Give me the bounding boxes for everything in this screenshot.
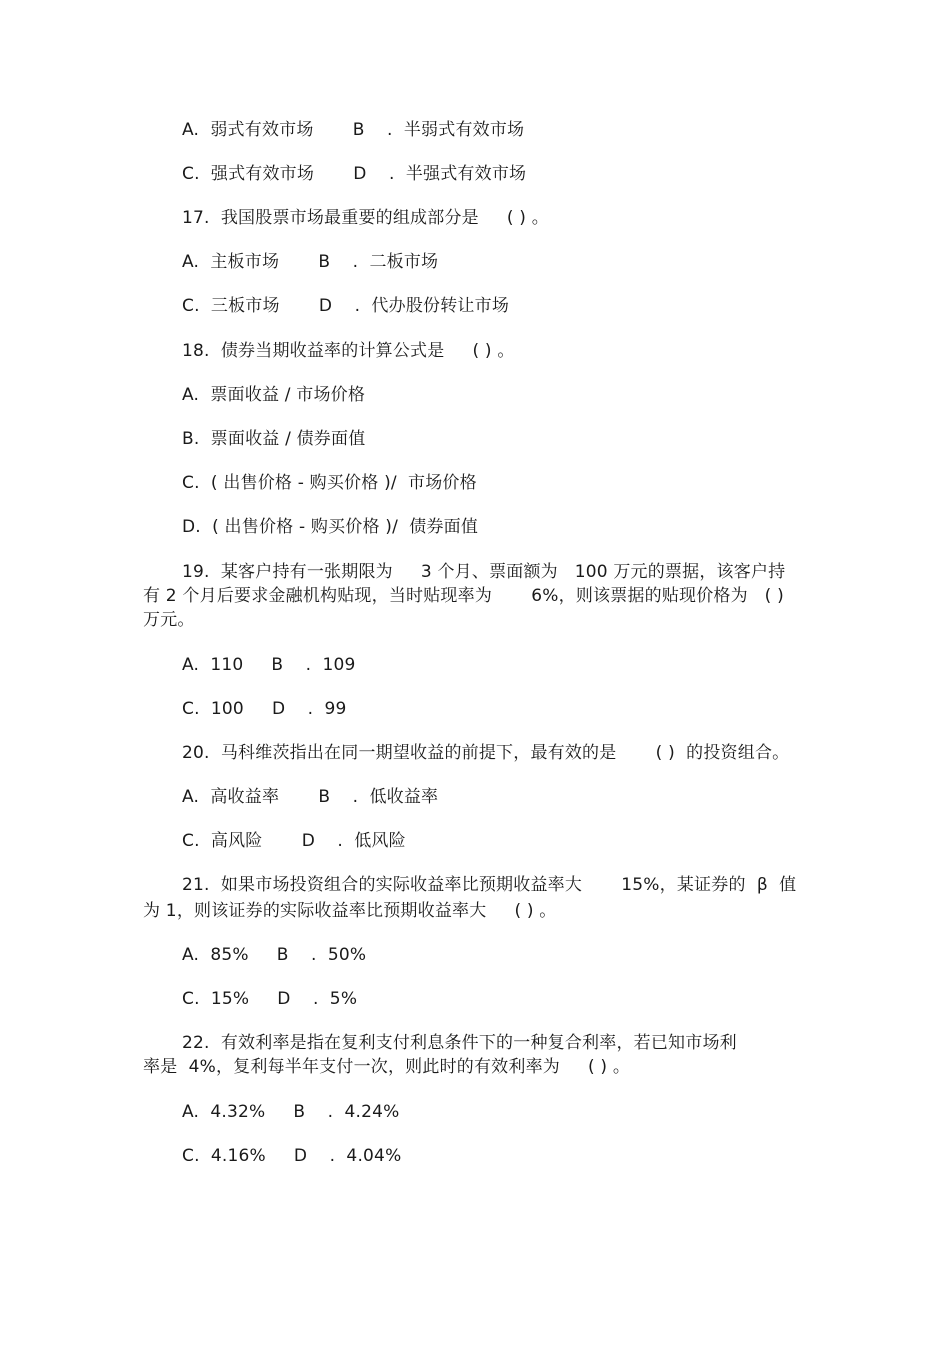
q17-options-cd: C. 三板市场 D . 代办股份转让市场	[182, 296, 510, 316]
q20-options-ab: A. 高收益率 B . 低收益率	[182, 787, 439, 807]
question-21-line1: 21. 如果市场投资组合的实际收益率比预期收益率大 15%，某证券的 β 值	[182, 875, 797, 895]
q19-options-cd: C. 100 D . 99	[182, 699, 347, 719]
q18-option-b: B. 票面收益 / 债券面值	[182, 429, 366, 449]
q18-option-c: C. ( 出售价格 - 购买价格 )/ 市场价格	[182, 473, 477, 493]
q21-options-cd: C. 15% D . 5%	[182, 989, 358, 1009]
question-17: 17. 我国股票市场最重要的组成部分是 ( ) 。	[182, 208, 549, 228]
question-19-line1: 19. 某客户持有一张期限为 3 个月、票面额为 100 万元的票据，该客户持	[182, 562, 786, 582]
q17-options-ab: A. 主板市场 B . 二板市场	[182, 252, 439, 272]
question-19-line2: 有 2 个月后要求金融机构贴现，当时贴现率为 6%，则该票据的贴现价格为 ( )	[143, 586, 784, 606]
question-22-line2: 率是 4%，复利每半年支付一次，则此时的有效利率为 ( ) 。	[143, 1057, 631, 1077]
q20-options-cd: C. 高风险 D . 低风险	[182, 831, 406, 851]
q16-options-ab: A. 弱式有效市场 B . 半弱式有效市场	[182, 120, 525, 140]
q16-options-cd: C. 强式有效市场 D . 半强式有效市场	[182, 164, 527, 184]
question-22-line1: 22. 有效利率是指在复利支付利息条件下的一种复合利率，若已知市场利	[182, 1033, 737, 1053]
q22-options-ab: A. 4.32% B . 4.24%	[182, 1102, 400, 1122]
q18-option-d: D. ( 出售价格 - 购买价格 )/ 债券面值	[182, 517, 479, 537]
question-18: 18. 债券当期收益率的计算公式是 ( ) 。	[182, 341, 515, 361]
question-21-line2: 为 1，则该证券的实际收益率比预期收益率大 ( ) 。	[143, 901, 557, 921]
q18-option-a: A. 票面收益 / 市场价格	[182, 385, 366, 405]
question-19-line3: 万元。	[143, 610, 195, 630]
q21-options-ab: A. 85% B . 50%	[182, 945, 367, 965]
question-20: 20. 马科维茨指出在同一期望收益的前提下，最有效的是 ( ) 的投资组合。	[182, 743, 790, 763]
q19-options-ab: A. 110 B . 109	[182, 655, 356, 675]
q22-options-cd: C. 4.16% D . 4.04%	[182, 1146, 402, 1166]
